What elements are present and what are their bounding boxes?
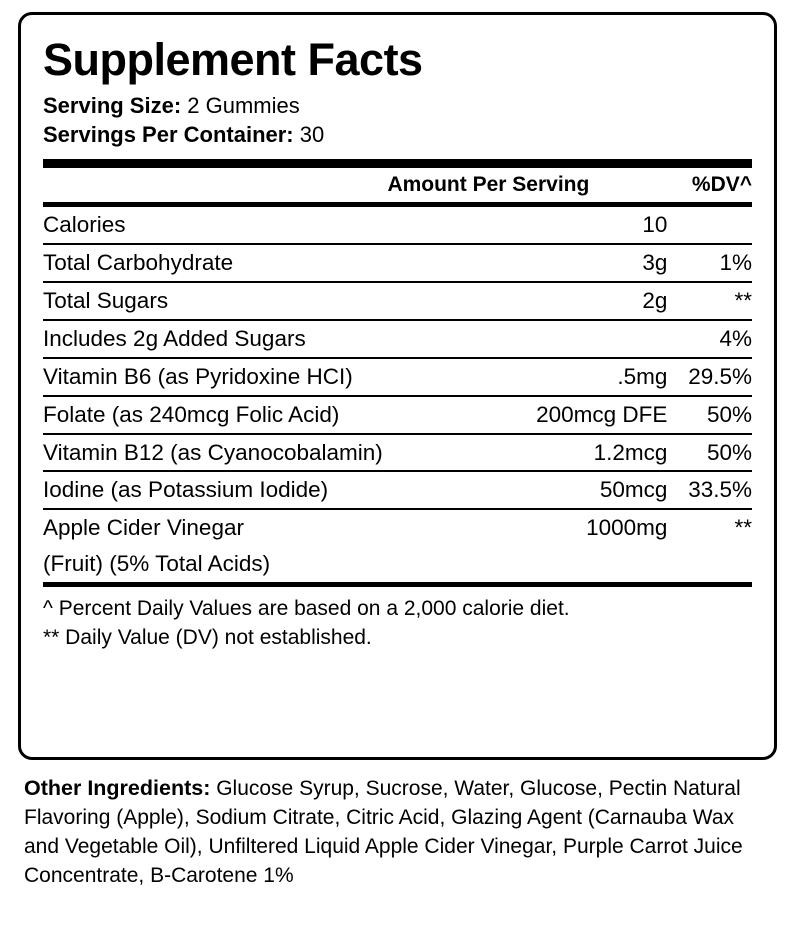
table-row-apple-cider-vinegar xyxy=(43,509,752,546)
table-row-apple-cider-vinegar-continued xyxy=(43,546,752,582)
serving-size-label: Serving Size: xyxy=(43,93,182,118)
row-name: Includes 2g Added Sugars xyxy=(43,320,493,358)
row-amount: 1.2mcg xyxy=(493,434,667,472)
row-name: Calories xyxy=(43,212,126,238)
row-name-continued: (Fruit) (5% Total Acids) xyxy=(43,551,271,577)
table-row xyxy=(43,434,752,472)
row-name: Total Sugars xyxy=(43,282,493,320)
table-row xyxy=(43,207,752,244)
row-name: Vitamin B6 (as Pyridoxine HCI) xyxy=(43,358,493,396)
footnotes xyxy=(43,587,752,653)
column-header-amount: Amount Per Serving xyxy=(387,173,590,197)
supplement-facts-panel xyxy=(18,12,777,760)
row-dv: 1% xyxy=(667,244,752,282)
row-amount: 2g xyxy=(493,282,667,320)
page-title: Supplement Facts xyxy=(43,34,423,85)
table-row xyxy=(43,282,752,320)
row-name: Total Carbohydrate xyxy=(43,244,493,282)
row-dv: 50% xyxy=(667,396,752,434)
table-row xyxy=(43,396,752,434)
row-amount: 10 xyxy=(642,212,668,238)
row-dv: 33.5% xyxy=(667,471,752,509)
row-amount: .5mg xyxy=(493,358,667,396)
row-amount: 3g xyxy=(493,244,667,282)
table-row xyxy=(43,471,752,509)
servings-per-container-value: 30 xyxy=(299,121,325,147)
serving-size-line xyxy=(43,92,752,121)
row-amount: 50mcg xyxy=(493,471,667,509)
row-amount: 1000mg xyxy=(493,509,667,546)
other-ingredients-label: Other Ingredients: xyxy=(24,776,211,800)
row-dv xyxy=(667,207,752,244)
table-row xyxy=(43,358,752,396)
row-amount xyxy=(493,320,667,358)
footnote-dv-not-established: ** Daily Value (DV) not established. xyxy=(43,626,372,650)
row-dv: 29.5% xyxy=(667,358,752,396)
other-ingredients-text: Glucose Syrup, Sucrose, Water, Glucose, Pectin Natural Flavoring (Apple), Sodium Citrate, Citric Acid, Glazing Agent (Carnauba Wax and Vegetable Oil), Unfiltered Liquid Apple Cider Vinegar, Purple Carrot Juice Concentrate, B-Carotene 1% xyxy=(24,777,743,887)
row-dv: ** xyxy=(667,282,752,320)
nutrition-table xyxy=(43,168,752,202)
servings-per-container-line xyxy=(43,121,752,150)
row-amount: 200mcg DFE xyxy=(493,396,667,434)
column-header-dv: %DV^ xyxy=(691,173,752,197)
table-row xyxy=(43,320,752,358)
row-name: Vitamin B12 (as Cyanocobalamin) xyxy=(43,434,493,472)
row-dv-continued xyxy=(667,546,752,582)
row-dv: ** xyxy=(667,509,752,546)
row-name: Iodine (as Potassium Iodide) xyxy=(43,471,493,509)
nutrition-rows xyxy=(43,207,752,582)
table-row xyxy=(43,244,752,282)
serving-size-value: 2 Gummies xyxy=(187,93,300,118)
row-name: Apple Cider Vinegar xyxy=(43,509,493,546)
servings-per-container-label: Servings Per Container: xyxy=(43,121,294,147)
row-amount-continued xyxy=(493,546,667,582)
row-dv: 4% xyxy=(667,320,752,358)
table-header-row xyxy=(43,168,752,202)
divider-thick-top xyxy=(43,159,752,168)
footnote-daily-value: ^ Percent Daily Values are based on a 2,000 calorie diet. xyxy=(43,597,570,621)
row-name: Folate (as 240mcg Folic Acid) xyxy=(43,396,493,434)
row-dv: 50% xyxy=(667,434,752,472)
other-ingredients xyxy=(18,760,777,891)
